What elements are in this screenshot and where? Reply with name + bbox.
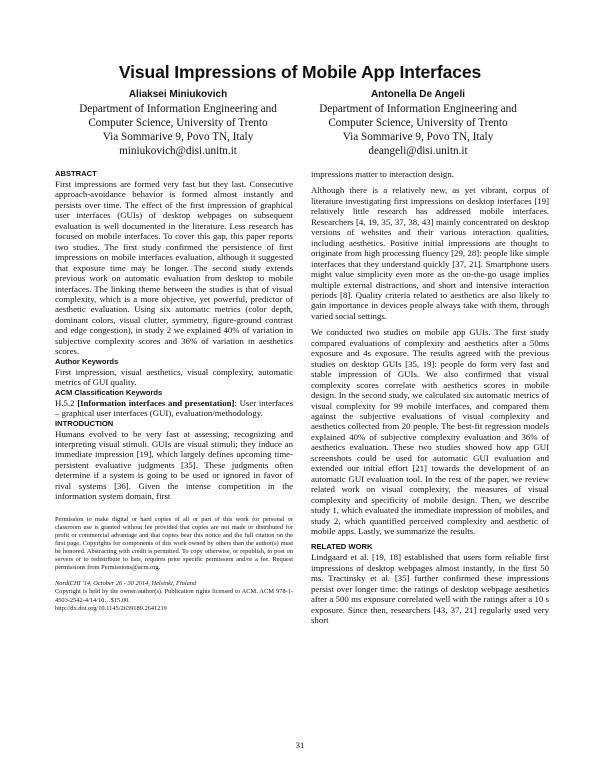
permission-notice: Permission to make digital or hard copies of all or part of this work for personal or classroom use is granted without fee provided that copies are not made or distributed for profit or commercial advantage and that copies bear this notice and the full citation on the first page. Copyrights for components of this work owned by others than the author(s) must be honored. Abstracting with credit is permitted. To copy otherwise, or republish, to post on servers or to redistribute to lists, requires prior specific permission and/or a fee. Request permissions from Permissions@acm.org. (55, 515, 293, 572)
right-column (311, 169, 549, 626)
author-email: deangeli@disi.unitn.it (368, 145, 468, 157)
author-department: Department of Information Engineering and (79, 103, 277, 115)
acm-classification (55, 398, 293, 419)
author-name: Aliaksei Miniukovich (128, 89, 228, 100)
abstract-heading: ABSTRACT (55, 169, 97, 178)
related-work-heading: RELATED WORK (311, 542, 373, 552)
introduction-heading: INTRODUCTION (55, 418, 114, 428)
author-address: Via Sommarive 9, Povo TN, Italy (102, 131, 254, 143)
acm-subcategory: : User interfaces – graphical user interfaces (GUI), evaluation/methodology. (55, 397, 294, 419)
conference-info (55, 580, 293, 612)
keywords-heading: Author Keywords (55, 356, 119, 366)
body-paragraph: Although there is a relatively new, as yet vibrant, corpus of literature investigating first impressions on desktop interfaces [19] relatively little research has addressed mobile interfaces. Researchers [4, 19, 35, 37, 38, 43] mainly concentrated on desktop versions of websites and their various interaction qualities, including aesthetics. Positive initial impressions are thought to originate from high processing fluency [29, 28]: people like simple interfaces that they understand quickly [37, 21]. Smartphone users might value simplicity even more as the on-the-go usage implies multiple external distractions, and short and intensive interaction periods [8]. Quality criteria related to aesthetics are also likely to gain importance in devices people always take with them, through varied social settings. (311, 185, 549, 321)
body-paragraph: Lindgaard et al. [19, 18] established that users form reliable first impressions of desktop webpages almost instantly, in the first 50 ms. Tractinsky et al. [35] further confirmed these impressions persist over longer time: the ratings of desktop webpage aesthetics after a 500 ms exposure correlated well with the ratings after a 10 s exposure. Since then, researchers [43, 37, 21] regularly used very short (311, 552, 549, 626)
author-institution: Computer Science, University of Trento (88, 117, 268, 129)
left-column (55, 169, 293, 613)
acm-code: H.5.2 (55, 397, 78, 408)
copyright-line: Copyright is held by the owner/author(s). Publication rights licensed to ACM. ACM 978-1-4503-2542-4/14/10…$15.00. (55, 588, 293, 604)
introduction-text: Humans evolved to be very fast at assessing, recognizing and interpreting visual stimuli. GUIs are visual stimuli; they induce an immediate impression [19], which largely defines upcoming time-persistent evaluative judgments [35]. These judgments often determine if a system is going to be used or ignored in favor of rival systems [36]. Given the intense competition in the information system domain, first (55, 428, 293, 502)
conference-line: NordiCHI '14, October 26 - 30 2014, Helsinki, Finland (55, 580, 197, 588)
author-address: Via Sommarive 9, Povo TN, Italy (342, 131, 494, 143)
author-email: miniukovich@disi.unitn.it (119, 145, 237, 157)
acm-heading: ACM Classification Keywords (55, 387, 163, 397)
paper-title: Visual Impressions of Mobile App Interfaces (118, 62, 482, 82)
author-department: Department of Information Engineering and (319, 103, 517, 115)
author-institution: Computer Science, University of Trento (328, 117, 508, 129)
keywords-text: First impression, visual aesthetics, visual complexity, automatic metrics of GUI quality. (55, 366, 293, 388)
author-block-1 (63, 88, 293, 158)
body-paragraph: We conducted two studies on mobile app GUIs. The first study compared evaluations of complexity and aesthetics after a 50ms exposure and 4s exposure. The results agreed with the previous studies on desktop GUIs [35, 19]: people do form very fast and stable impression of GUIs. We also confirmed that visual complexity scores correlate with aesthetics scores in mobile design. In the second study, we calculated six automatic metrics of visual complexity for 99 mobile interfaces, and compared them against the subjective evaluations of visual complexity and aesthetics collected from 20 people. The best-fit regression models explained 40% of subjective complexity evaluation and 36% of aesthetics evaluation. These two studies showed how app GUI screenshots could be used for automatic GUI evaluation and extended our initial effort [21] towards the development of an automatic GUI evaluation tool. In the rest of the paper, we review related work on visual complexity, the measures of visual complexity and specificity of mobile design. Then, we describe study 1, which evaluated the immediate impression of mobiles, and study 2, which quantified perceived complexity and aesthetic of mobile apps. Lastly, we summarize the results. (311, 327, 549, 536)
page-number: 31 (295, 740, 305, 750)
acm-category: [Information interfaces and presentation] (77, 397, 235, 408)
abstract-text: First impressions are formed very fast but they last. Consecutive approach-avoidance behavior is formed almost instantly and persists over time. The effect of the first impression of graphical user interfaces (GUIs) of desktop webpages on subsequent evaluation is well documented in the literature. Less research has focused on mobile interfaces. To cover this gap, this paper reports two studies. The first study confirmed the persistence of first impressions on mobile interfaces evaluation, although it suggested that exposure time may be longer. The second study extends previous work on automatic evaluation from desktop to mobile interfaces. The linking theme between the studies is that of visual complexity, which is a more objective, yet powerful, predictor of aesthetic evaluation. Using six automatic metrics (color depth, dominant colors, visual clutter, symmetry, figure-ground contrast and edge congestion), in study 2 we explained 40% of variation in subjective complexity scores and 36% of variation in aesthetics scores. (55, 179, 293, 357)
author-block-2 (303, 88, 533, 158)
author-name: Antonella De Angeli (370, 89, 466, 100)
intro-continuation: impressions matter to interaction design. (311, 169, 454, 179)
doi-link[interactable]: http://dx.doi.org/10.1145/2639189.2641219 (55, 604, 167, 612)
